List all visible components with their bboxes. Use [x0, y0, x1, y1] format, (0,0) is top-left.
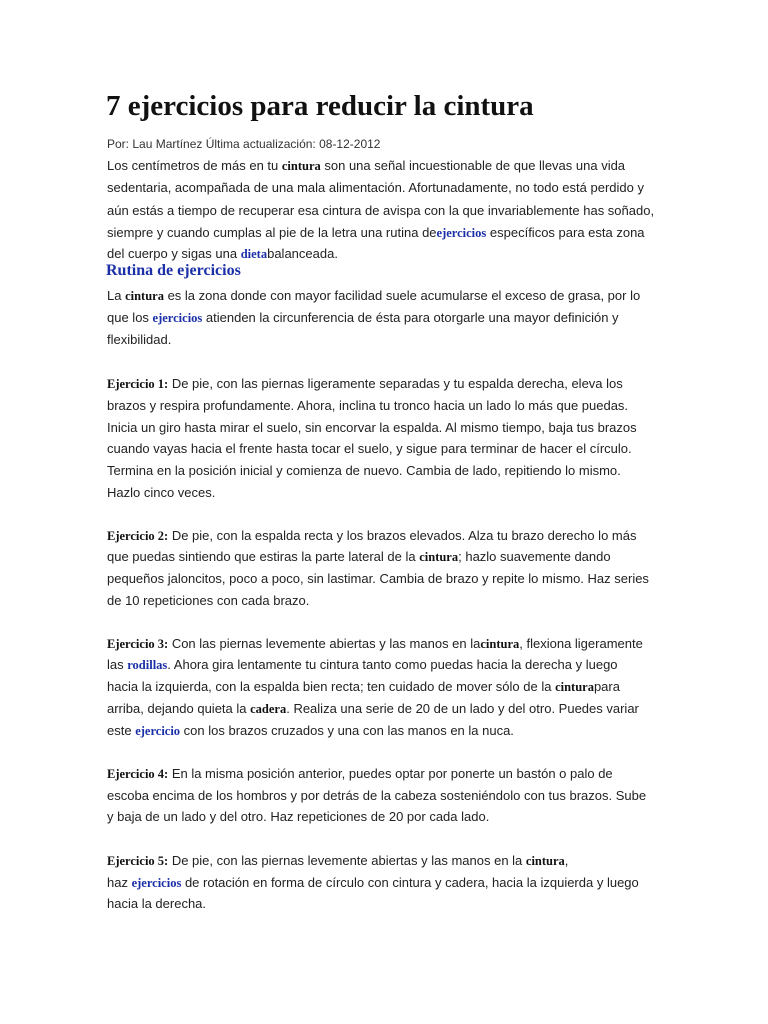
ejercicios-link[interactable]: ejercicios [131, 876, 182, 890]
ej5-line-2: haz ejercicios de rotación en forma de círculo con cintura y cadera, hacia la izquierda y luego [107, 875, 639, 890]
exercise-label: Ejercicio 3: [107, 637, 169, 651]
ej1-line-3: Inicia un giro hasta mirar el suelo, sin encorvar la espalda. Al mismo tiempo, baja tus brazos [107, 420, 637, 435]
ej4-line-2: escoba encima de los hombros y por detrás de la cabeza sosteniéndolo con tus brazos. Sube [107, 788, 647, 803]
rodillas-link[interactable]: rodillas [127, 658, 168, 672]
rutina-line-1: La cintura es la zona donde con mayor facilidad suele acumularse el exceso de grasa, por lo [107, 288, 641, 303]
exercise-label: Ejercicio 1: [107, 377, 169, 391]
ej1-line-2: brazos y respira profundamente. Ahora, inclina tu tronco hacia un lado lo más que puedas. [107, 398, 629, 413]
rutina-line-2: que los ejercicios atienden la circunferencia de ésta para otorgarle una mayor definición y [107, 310, 619, 325]
cintura-term: cintura [419, 550, 459, 564]
ej3-line-1: Ejercicio 3: Con las piernas levemente abiertas y las manos en lacintura, flexiona ligeramente [107, 636, 643, 651]
intro-line-1: Los centímetros de más en tu cintura son una señal incuestionable de que llevas una vida [107, 158, 626, 173]
section-heading-rutina: Rutina de ejercicios [106, 262, 241, 279]
intro-line-4: siempre y cuando cumplas al pie de la letra una rutina deejercicios específicos para esta zona [107, 225, 645, 240]
ej2-line-1: Ejercicio 2: De pie, con la espalda recta y los brazos elevados. Alza tu brazo derecho lo más [107, 528, 637, 543]
ej4-line-1: Ejercicio 4: En la misma posición anterior, puedes optar por ponerte un bastón o palo de [107, 766, 613, 781]
rutina-line-3: flexibilidad. [107, 332, 172, 347]
exercise-label: Ejercicio 5: [107, 854, 169, 868]
ej3-line-3: hacia la izquierda, con la espalda bien recta; ten cuidado de mover sólo de la cinturapara [107, 679, 620, 694]
ejercicio-link[interactable]: ejercicio [135, 724, 181, 738]
ej1-line-1: Ejercicio 1: De pie, con las piernas ligeramente separadas y tu espalda derecha, eleva los [107, 376, 623, 391]
exercise-label: Ejercicio 2: [107, 529, 169, 543]
ej2-line-2: que puedas sintiendo que estiras la parte lateral de la cintura; hazlo suavemente dando [107, 549, 611, 564]
ej2-line-3: pequeños jaloncitos, poco a poco, sin lastimar. Cambia de brazo y repite lo mismo. Haz series [107, 571, 649, 586]
ej5-line-3: hacia la derecha. [107, 896, 207, 911]
cadera-term: cadera [250, 702, 287, 716]
article-byline: Por: Lau Martínez Última actualización: 08-12-2012 [107, 137, 381, 151]
ej3-line-2: las rodillas. Ahora gira lentamente tu cintura tanto como puedas hacia la derecha y luego [107, 657, 618, 672]
article-title: 7 ejercicios para reducir la cintura [106, 90, 534, 122]
ej1-line-6: Hazlo cinco veces. [107, 485, 216, 500]
exercise-label: Ejercicio 4: [107, 767, 169, 781]
ej5-line-1: Ejercicio 5: De pie, con las piernas levemente abiertas y las manos en la cintura, [107, 853, 569, 868]
ej2-line-4: de 10 repeticiones con cada brazo. [107, 593, 310, 608]
ejercicios-link[interactable]: ejercicios [436, 226, 487, 240]
cintura-term: cintura [281, 159, 321, 173]
cintura-term: cintura [480, 637, 520, 651]
cintura-term: cintura [555, 680, 594, 694]
ej3-line-5: este ejercicio con los brazos cruzados y una con las manos en la nuca. [107, 723, 514, 738]
dieta-link[interactable]: dieta [240, 247, 268, 261]
cintura-term: cintura [125, 289, 164, 303]
intro-line-2: sedentaria, acompañada de una mala alimentación. Afortunadamente, no todo está perdido y [107, 180, 644, 195]
intro-line-3: aún estás a tiempo de recuperar esa cintura de avispa con la que invariablemente has soñado, [107, 203, 655, 218]
ejercicios-link[interactable]: ejercicios [152, 311, 203, 325]
ej1-line-5: Termina en la posición inicial y comienza de nuevo. Cambia de lado, repitiendo lo mismo. [107, 463, 621, 478]
ej4-line-3: y baja de un lado y del otro. Haz repeticiones de 20 por cada lado. [107, 809, 490, 824]
ej3-line-4: arriba, dejando quieta la cadera. Realiza una serie de 20 de un lado y del otro. Puedes variar [107, 701, 639, 716]
ej1-line-4: cuando vayas hacia el frente hasta tocar el suelo, y sigue para terminar de hacer el círculo. [107, 441, 632, 456]
cintura-term: cintura [525, 854, 565, 868]
intro-line-5: del cuerpo y sigas una dietabalanceada. [107, 246, 338, 261]
